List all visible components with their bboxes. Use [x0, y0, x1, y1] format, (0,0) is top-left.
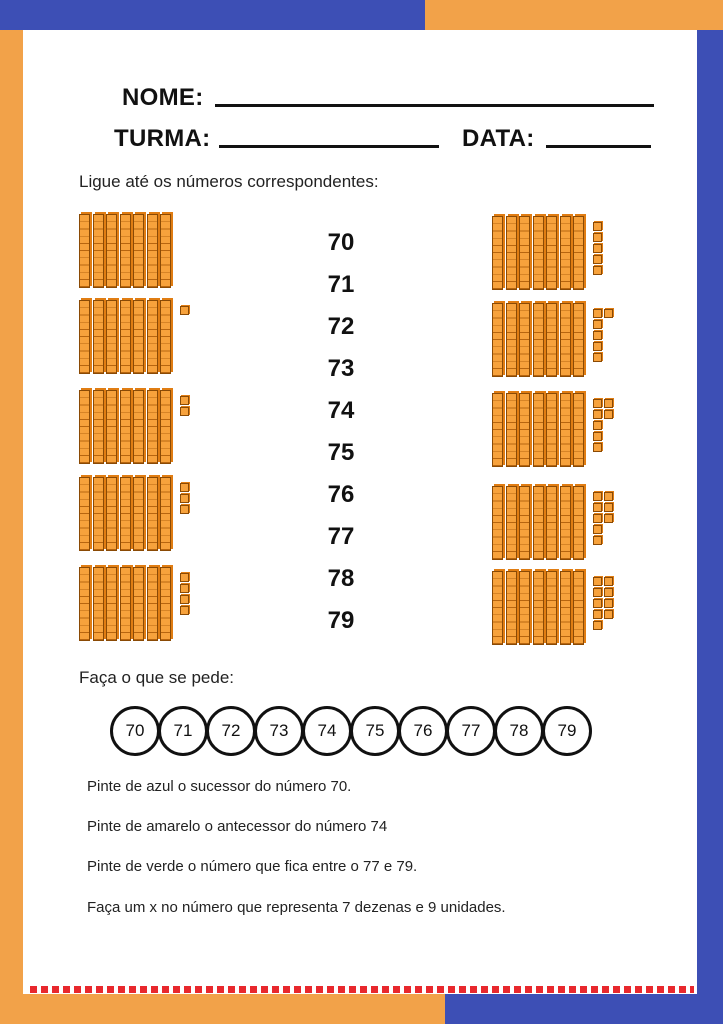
unit-cube — [593, 588, 602, 597]
section2-instruction: Faça o que se pede: — [79, 668, 235, 687]
ten-rod — [147, 214, 158, 288]
unit-cube — [180, 396, 189, 405]
ten-rod — [492, 216, 503, 290]
red-dashed-border — [30, 986, 694, 993]
unit-cube — [180, 573, 189, 582]
ten-rod — [160, 477, 171, 551]
ten-rod — [106, 390, 117, 464]
ten-rod — [533, 393, 544, 467]
ten-rod — [160, 567, 171, 641]
ten-rod — [120, 477, 131, 551]
match-number-70[interactable]: 70 — [327, 229, 355, 256]
unit-cube — [593, 536, 602, 545]
unit-cube — [593, 577, 602, 586]
ten-rod — [79, 300, 90, 374]
unit-cube — [604, 588, 613, 597]
ten-rod — [79, 477, 90, 551]
ten-rod — [573, 486, 584, 560]
ten-rod — [93, 567, 104, 641]
ten-rod — [533, 303, 544, 377]
ten-rod — [160, 214, 171, 288]
unit-cube — [593, 266, 602, 275]
ten-rod — [120, 390, 131, 464]
circle-72[interactable]: 72 — [206, 706, 256, 756]
ten-rod — [120, 214, 131, 288]
ten-rod — [133, 477, 144, 551]
ten-rod — [79, 214, 90, 288]
nome-field-line[interactable] — [215, 104, 654, 107]
match-number-76[interactable]: 76 — [327, 481, 355, 508]
ten-rod — [546, 216, 557, 290]
unit-cube — [604, 399, 613, 408]
ten-rod — [519, 303, 530, 377]
ten-rod — [160, 390, 171, 464]
circle-79[interactable]: 79 — [542, 706, 592, 756]
frame-bottom-blue-bar — [445, 994, 723, 1024]
ten-rod — [573, 303, 584, 377]
ten-rod — [519, 393, 530, 467]
ten-rod — [506, 216, 517, 290]
section1-instruction: Ligue até os números correspondentes: — [79, 172, 379, 191]
ten-rod — [147, 390, 158, 464]
circle-71[interactable]: 71 — [158, 706, 208, 756]
match-number-73[interactable]: 73 — [327, 355, 355, 382]
unit-cube — [604, 410, 613, 419]
match-number-79[interactable]: 79 — [327, 607, 355, 634]
frame-top-blue-bar — [0, 0, 425, 30]
ten-rod — [93, 214, 104, 288]
ten-rod — [560, 571, 571, 645]
nome-label: NOME: — [122, 84, 204, 111]
match-number-74[interactable]: 74 — [327, 397, 355, 424]
ten-rod — [93, 300, 104, 374]
circle-78[interactable]: 78 — [494, 706, 544, 756]
ten-rod — [120, 300, 131, 374]
match-number-71[interactable]: 71 — [327, 271, 355, 298]
ten-rod — [147, 300, 158, 374]
unit-cube — [593, 432, 602, 441]
data-label: DATA: — [462, 125, 535, 152]
ten-rod — [492, 571, 503, 645]
ten-rod — [133, 567, 144, 641]
unit-cube — [593, 514, 602, 523]
circle-74[interactable]: 74 — [302, 706, 352, 756]
ten-rod — [546, 303, 557, 377]
ten-rod — [560, 216, 571, 290]
circle-70[interactable]: 70 — [110, 706, 160, 756]
unit-cube — [604, 577, 613, 586]
ten-rod — [546, 571, 557, 645]
task-1: Pinte de azul o sucessor do número 70. — [87, 778, 352, 795]
ten-rod — [506, 303, 517, 377]
unit-cube — [593, 222, 602, 231]
unit-cube — [593, 621, 602, 630]
frame-right-blue-bar — [697, 30, 723, 1024]
ten-rod — [519, 571, 530, 645]
task-2: Pinte de amarelo o antecessor do número 74 — [87, 818, 388, 835]
unit-cube — [180, 606, 189, 615]
unit-cube — [593, 599, 602, 608]
unit-cube — [593, 244, 602, 253]
ten-rod — [93, 390, 104, 464]
unit-cube — [180, 407, 189, 416]
unit-cube — [604, 492, 613, 501]
ten-rod — [506, 393, 517, 467]
unit-cube — [180, 505, 189, 514]
unit-cube — [604, 610, 613, 619]
ten-rod — [160, 300, 171, 374]
unit-cube — [593, 525, 602, 534]
ten-rod — [546, 393, 557, 467]
ten-rod — [106, 214, 117, 288]
match-number-77[interactable]: 77 — [327, 523, 355, 550]
ten-rod — [120, 567, 131, 641]
unit-cube — [593, 353, 602, 362]
ten-rod — [573, 571, 584, 645]
ten-rod — [492, 486, 503, 560]
ten-rod — [573, 393, 584, 467]
circle-77[interactable]: 77 — [446, 706, 496, 756]
unit-cube — [593, 443, 602, 452]
ten-rod — [533, 486, 544, 560]
ten-rod — [492, 393, 503, 467]
ten-rod — [93, 477, 104, 551]
ten-rod — [147, 477, 158, 551]
ten-rod — [492, 303, 503, 377]
ten-rod — [133, 300, 144, 374]
unit-cube — [593, 233, 602, 242]
unit-cube — [180, 306, 189, 315]
unit-cube — [180, 494, 189, 503]
unit-cube — [593, 421, 602, 430]
ten-rod — [533, 571, 544, 645]
unit-cube — [593, 331, 602, 340]
unit-cube — [604, 514, 613, 523]
unit-cube — [593, 309, 602, 318]
match-number-72[interactable]: 72 — [327, 313, 355, 340]
ten-rod — [573, 216, 584, 290]
ten-rod — [560, 393, 571, 467]
circle-73[interactable]: 73 — [254, 706, 304, 756]
unit-cube — [593, 399, 602, 408]
ten-rod — [106, 477, 117, 551]
unit-cube — [604, 503, 613, 512]
unit-cube — [593, 255, 602, 264]
ten-rod — [79, 567, 90, 641]
task-4: Faça um x no número que representa 7 dezenas e 9 unidades. — [87, 899, 506, 916]
turma-label: TURMA: — [114, 125, 211, 152]
ten-rod — [133, 214, 144, 288]
turma-field-line[interactable] — [219, 145, 439, 148]
circle-75[interactable]: 75 — [350, 706, 400, 756]
unit-cube — [593, 492, 602, 501]
ten-rod — [79, 390, 90, 464]
unit-cube — [593, 320, 602, 329]
unit-cube — [593, 610, 602, 619]
ten-rod — [519, 486, 530, 560]
ten-rod — [506, 486, 517, 560]
unit-cube — [593, 503, 602, 512]
unit-cube — [593, 410, 602, 419]
match-number-75[interactable]: 75 — [327, 439, 355, 466]
ten-rod — [106, 300, 117, 374]
ten-rod — [560, 303, 571, 377]
ten-rod — [546, 486, 557, 560]
ten-rod — [519, 216, 530, 290]
data-field-line[interactable] — [546, 145, 651, 148]
ten-rod — [560, 486, 571, 560]
ten-rod — [147, 567, 158, 641]
task-3: Pinte de verde o número que fica entre o 77 e 79. — [87, 858, 418, 875]
unit-cube — [604, 309, 613, 318]
unit-cube — [593, 342, 602, 351]
match-number-78[interactable]: 78 — [327, 565, 355, 592]
unit-cube — [604, 599, 613, 608]
ten-rod — [506, 571, 517, 645]
unit-cube — [180, 584, 189, 593]
ten-rod — [106, 567, 117, 641]
ten-rod — [133, 390, 144, 464]
unit-cube — [180, 595, 189, 604]
circle-76[interactable]: 76 — [398, 706, 448, 756]
ten-rod — [533, 216, 544, 290]
unit-cube — [180, 483, 189, 492]
